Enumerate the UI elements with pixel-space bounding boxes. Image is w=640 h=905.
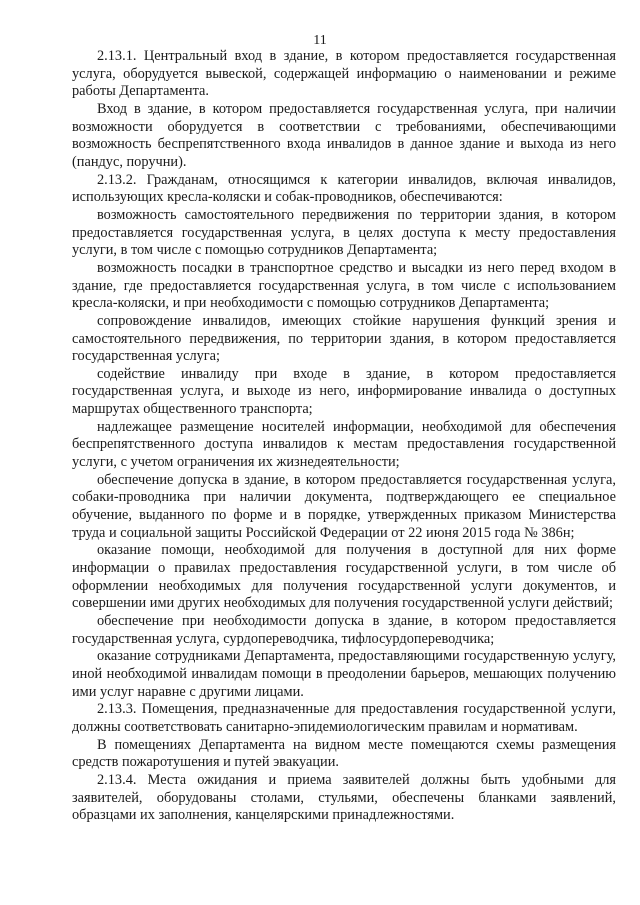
paragraph-2-13-3: 2.13.3. Помещения, предназначенные для предоставления государственной услуги, должны соответствовать санитарно-эпидемиологическим правилам и нормативам. (72, 701, 616, 735)
paragraph-2-13-1: 2.13.1. Центральный вход в здание, в котором предоставляется государственная услуга, оборудуется вывеской, содержащей информацию о наименовании и режиме работы Департамента. (72, 48, 616, 100)
paragraph-interpreter-admission: обеспечение при необходимости допуска в здание, в котором предоставляется государственная услуга, сурдопереводчика, тифлосурдопереводчика; (72, 613, 616, 647)
paragraph-information-assistance: оказание помощи, необходимой для получения в доступной для них форме информации о правилах предоставления государственной услуги, в том числе об оформлении необходимых для получения государственной услуги документов, и совершении ими других необходимых для получения государственной услуги действий; (72, 542, 616, 612)
paragraph-information-placement: надлежащее размещение носителей информации, необходимой для обеспечения беспрепятственного доступа инвалидов к местам предоставления государственной услуги, с учетом ограничения их жизнедеятельности; (72, 418, 616, 471)
paragraph-entry-assistance: содействие инвалиду при входе в здание, в котором предоставляется государственная услуга, и выходе из него, информирование инвалида о доступных маршрутах общественного транспорта; (72, 365, 616, 418)
page-number: 11 (313, 33, 327, 48)
paragraph-entrance-accessibility: Вход в здание, в котором предоставляется государственная услуга, при наличии возможности оборудуется в соответствии с требованиями, обеспечивающими возможность беспрепятственного входа инвалидов в данное здание и выхода из него (пандус, поручни). (72, 100, 616, 170)
paragraph-independent-movement: возможность самостоятельного передвижения по территории здания, в котором предоставляется государственная услуга, в целях доступа к месту предоставления услуги, в том числе с помощью сотрудников Департамента; (72, 206, 616, 259)
paragraph-staff-assistance: оказание сотрудниками Департамента, предоставляющими государственную услугу, иной необходимой инвалидам помощи в преодолении барьеров, мешающих получению ими услуг наравне с другими лицами. (72, 648, 616, 700)
document-body (72, 48, 616, 825)
paragraph-guide-dog-admission: обеспечение допуска в здание, в котором предоставляется государственная услуга, собаки-проводника при наличии документа, подтверждающего ее специальное обучение, выданного по форме и в порядке, утвержденных приказом Министерства труда и социальной защиты Российской Федерации от 22 июня 2015 года № 386н; (72, 471, 616, 541)
paragraph-2-13-4: 2.13.4. Места ожидания и приема заявителей должны быть удобными для заявителей, оборудованы столами, стульями, обеспечены бланками заявлений, образцами их заполнения, канцелярскими принадлежностями. (72, 771, 616, 824)
paragraph-escort: сопровождение инвалидов, имеющих стойкие нарушения функций зрения и самостоятельного передвижения, по территории здания, в котором предоставляется государственная услуга; (72, 312, 616, 365)
paragraph-evacuation-schemes: В помещениях Департамента на видном месте помещаются схемы размещения средств пожаротушения и путей эвакуации. (72, 736, 616, 771)
paragraph-vehicle-boarding: возможность посадки в транспортное средство и высадки из него перед входом в здание, где предоставляется государственная услуга, в том числе с использованием кресла-коляски, и при необходимости с помощью сотрудников Департамента; (72, 259, 616, 312)
paragraph-2-13-2: 2.13.2. Гражданам, относящимся к категории инвалидов, включая инвалидов, использующих кресла-коляски и собак-проводников, обеспечиваются: (72, 171, 616, 206)
